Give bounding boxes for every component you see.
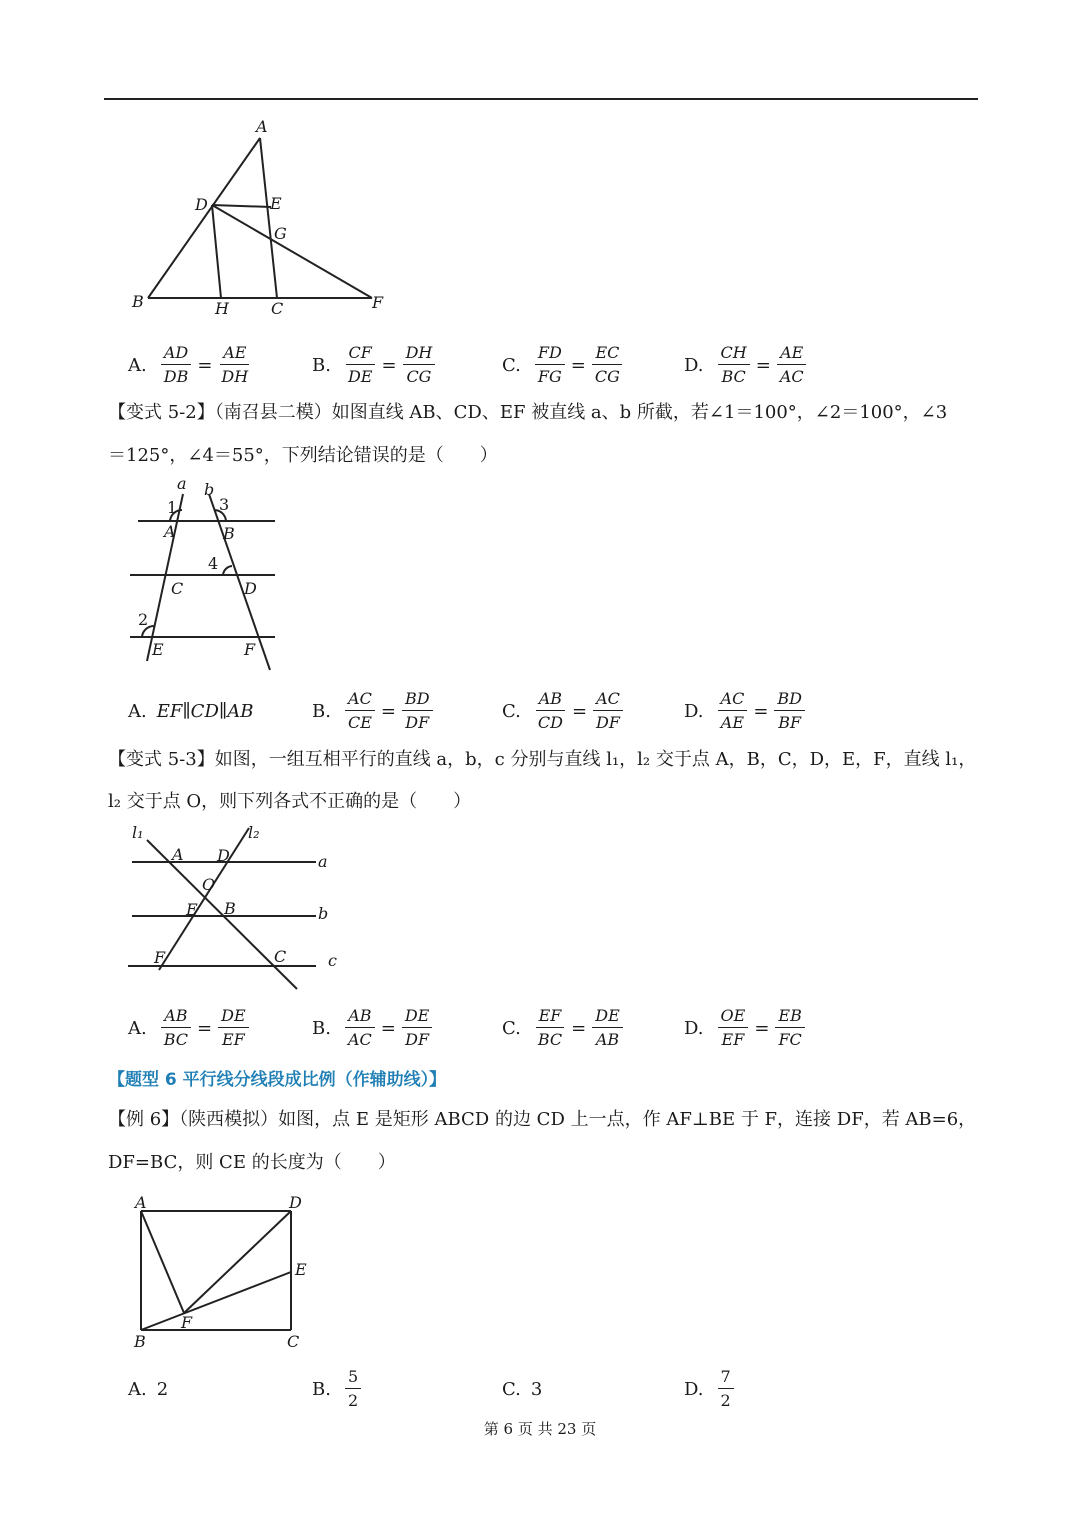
label-B: B <box>223 524 235 543</box>
label-C: C <box>271 299 284 318</box>
angle-4: 4 <box>208 554 219 573</box>
angle-2: 2 <box>138 610 149 629</box>
label-B: B <box>224 899 236 918</box>
angle-1: 1 <box>167 498 178 517</box>
q1-option-b[interactable]: B. $\frac{CF}{DE}$ = $\frac{DH}{CG}$ <box>312 340 439 390</box>
label-O: O <box>202 875 216 894</box>
label-line-c: c <box>328 951 337 970</box>
label-line-a: a <box>318 852 328 871</box>
label-C: C <box>171 579 184 598</box>
q2-option-c[interactable]: C. $\frac{AB}{CD}$ = $\frac{AC}{DF}$ <box>502 686 627 736</box>
label-F: F <box>181 1313 193 1332</box>
label-l2: l₂ <box>248 823 260 842</box>
q2-option-a[interactable]: A. EF∥CD∥AB <box>128 700 254 722</box>
q4-stem-line1: 【例 6】（陕西模拟）如图，点 E 是矩形 ABCD 的边 CD 上一点，作 AF⊥BE 于 F，连接 DF，若 AB=6， <box>108 1109 977 1130</box>
q4-option-c[interactable]: C. 3 <box>502 1378 543 1400</box>
q1-option-c[interactable]: C. $\frac{FD}{FG}$ = $\frac{EC}{CG}$ <box>502 340 627 390</box>
figure-rectangle-abcd <box>120 1190 320 1355</box>
figure-parallel-cuts <box>120 472 290 677</box>
label-A: A <box>256 117 268 136</box>
label-F: F <box>154 948 166 967</box>
label-F: F <box>244 640 256 659</box>
section-heading: 【题型 6 平行线分线段成比例（作辅助线）】 <box>108 1070 447 1090</box>
header-rule <box>104 98 978 100</box>
label-a: a <box>177 474 187 493</box>
q4-option-b[interactable]: B. $\frac{5}{2}$ <box>312 1364 365 1414</box>
q3-option-c[interactable]: C. $\frac{EF}{BC}$ = $\frac{DE}{AB}$ <box>502 1003 627 1053</box>
q1-option-d[interactable]: D. $\frac{CH}{BC}$ = $\frac{AE}{AC}$ <box>684 340 811 390</box>
label-E: E <box>295 1260 307 1279</box>
label-E: E <box>270 194 282 213</box>
label-D: D <box>217 846 230 865</box>
figure-triangle-abf <box>120 110 400 325</box>
angle-3: 3 <box>219 495 230 514</box>
q3-options <box>0 1003 1080 1053</box>
label-E: E <box>152 640 164 659</box>
q3-stem-line1: 【变式 5-3】如图，一组互相平行的直线 a，b，c 分别与直线 l₁，l₂ 交于点 A，B，C，D，E，F，直线 l₁， <box>108 749 977 770</box>
q3-option-b[interactable]: B. $\frac{AB}{AC}$ = $\frac{DE}{DF}$ <box>312 1003 436 1053</box>
q3-stem-line2: l₂ 交于点 O，则下列各式不正确的是（ ） <box>108 791 472 812</box>
q4-option-a[interactable]: A. 2 <box>128 1378 169 1400</box>
q1-option-a[interactable]: A. $\frac{AD}{DB}$ = $\frac{AE}{DH}$ <box>128 343 249 386</box>
label-l1: l₁ <box>132 823 144 842</box>
figure-crossing-transversals <box>120 820 350 1000</box>
q2-options <box>0 686 1080 736</box>
label-D: D <box>195 195 208 214</box>
page-footer: 第 6 页 共 23 页 <box>483 1420 597 1438</box>
q2-option-d[interactable]: D. $\frac{AC}{AE}$ = $\frac{BD}{BF}$ <box>684 686 809 736</box>
q2-option-b[interactable]: B. $\frac{AC}{CE}$ = $\frac{BD}{DF}$ <box>312 686 437 736</box>
label-A: A <box>135 1193 147 1212</box>
q3-option-a[interactable]: A. $\frac{AB}{BC}$ = $\frac{DE}{EF}$ <box>128 1003 253 1053</box>
q3-option-d[interactable]: D. $\frac{OE}{EF}$ = $\frac{EB}{FC}$ <box>684 1003 809 1053</box>
q4-stem-line2: DF=BC，则 CE 的长度为（ ） <box>108 1152 396 1173</box>
label-A: A <box>172 845 184 864</box>
label-H: H <box>215 299 229 318</box>
label-G: G <box>274 224 287 243</box>
label-C: C <box>274 947 287 966</box>
label-b: b <box>204 480 215 499</box>
label-D: D <box>289 1193 302 1212</box>
label-E: E <box>186 900 198 919</box>
label-C: C <box>287 1332 300 1351</box>
q2-stem-line1: 【变式 5-2】（南召县二模）如图直线 AB、CD、EF 被直线 a、b 所截，若∠1＝100°，∠2＝100°，∠3 <box>108 402 948 423</box>
label-line-b: b <box>318 904 329 923</box>
label-A: A <box>164 522 176 541</box>
q1-options <box>0 340 1080 390</box>
label-B: B <box>134 1332 146 1351</box>
q2-stem-line2: ＝125°，∠4＝55°，下列结论错误的是（ ） <box>108 445 498 466</box>
label-D: D <box>244 579 257 598</box>
label-F: F <box>372 293 384 312</box>
q4-option-d[interactable]: D. $\frac{7}{2}$ <box>684 1364 738 1414</box>
label-B: B <box>132 292 144 311</box>
q4-options <box>0 1364 1080 1414</box>
